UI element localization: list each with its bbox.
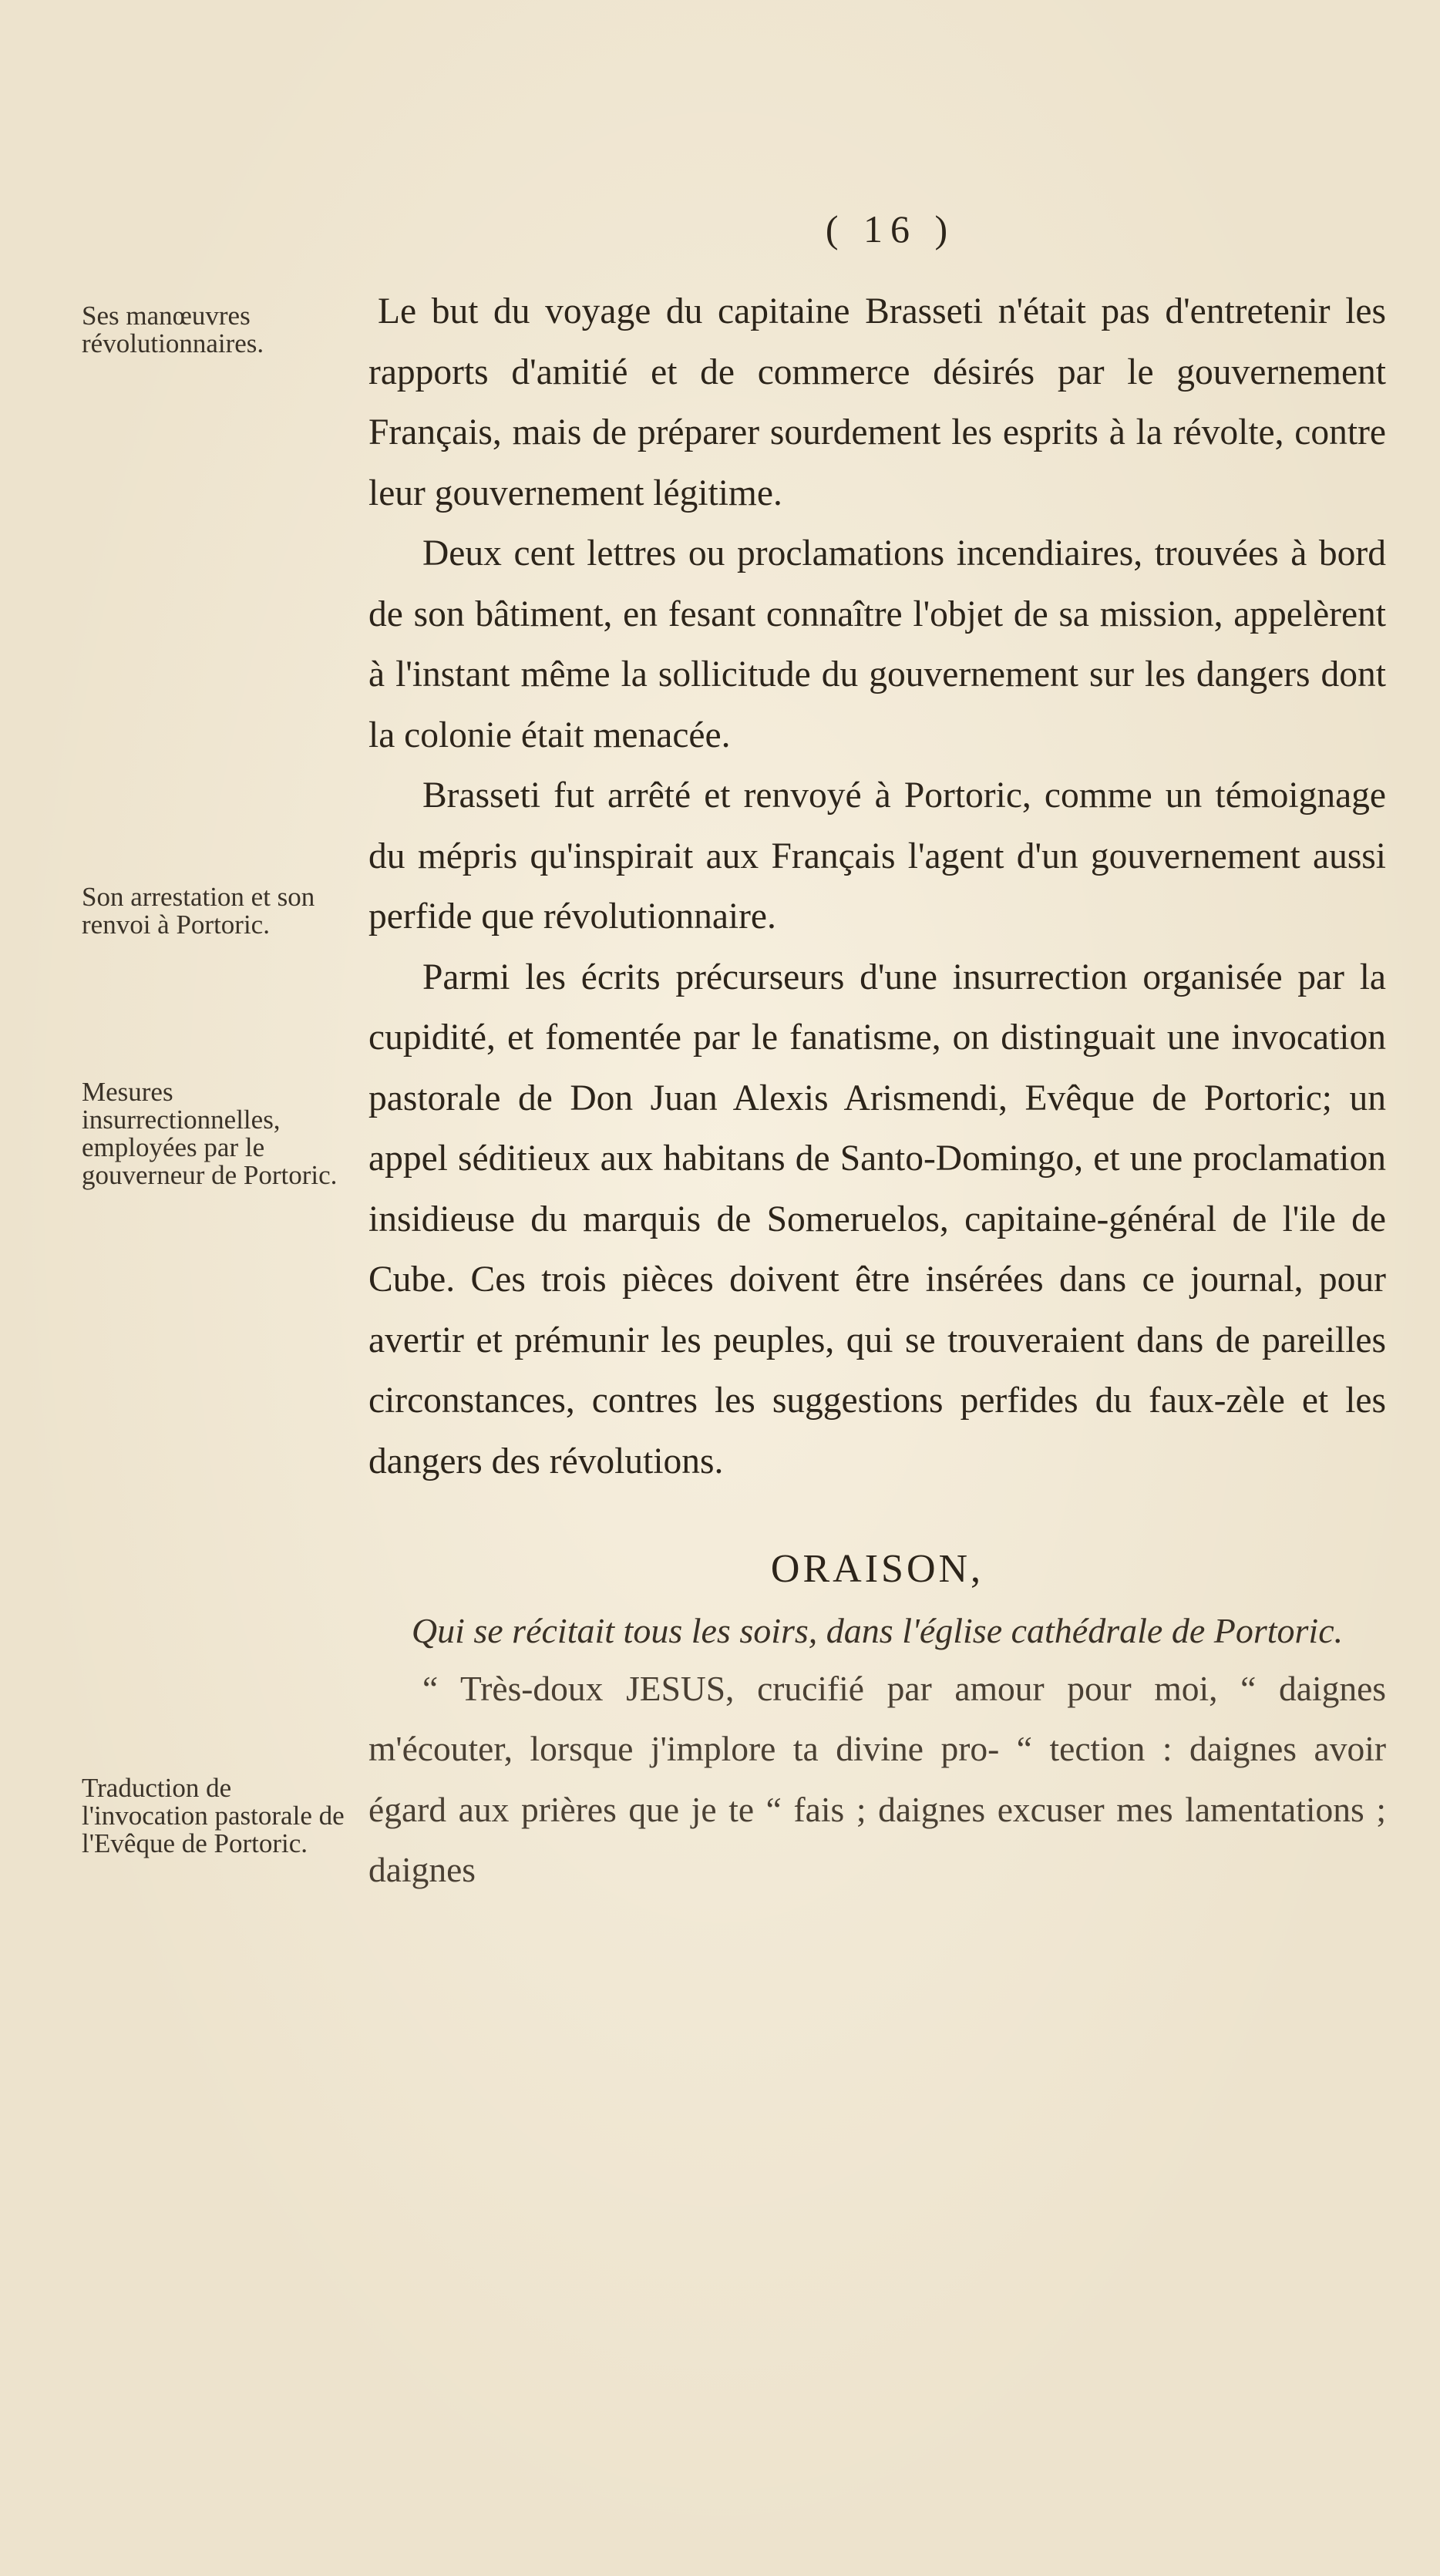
margin-note-insurrection-measures: Mesures insurrectionnelles, employées par le gouverneur de Portoric. (82, 1077, 338, 1190)
margin-note-revolutionary-maneuvers: Ses manœuvres révolutionnaires. (82, 301, 264, 358)
section-subtitle: Qui se récitait tous les soirs, dans l'église cathédrale de Portoric. (411, 1610, 1344, 1650)
main-text-block (368, 281, 1386, 1901)
page-number: ( 16 ) (825, 207, 956, 251)
paragraph-arrest: Brasseti fut arrêté et renvoyé à Portoric, comme un témoignage du mépris qu'inspirait aux Français l'agent d'un gouvernement aussi perfide que révolutionnaire. (368, 775, 1386, 937)
paragraph-writings: Parmi les écrits précurseurs d'une insurrection organisée par la cupidité, et fomentée par le fanatisme, on distinguait une invocation pastorale de Don Juan Alexis Arismendi, Evêque de Portoric; un appel séditieux aux habitans de Santo-Domingo, et une proclamation insidieuse du marquis de Someruelos, capitaine-général de l'ile de Cube. Ces trois pièces doivent être insérées dans ce journal, pour avertir et prémunir les peuples, qui se trouveraient dans de pareilles circonstances, contres les suggestions perfides du faux-zèle et les dangers des révolutions. (368, 957, 1386, 1481)
section-title: ORAISON, (770, 1547, 984, 1591)
prayer-text: “ Très-doux JESUS, crucifié par amour pour moi, “ daignes m'écouter, lorsque j'implore ta divine pro- “ tection : daignes avoir égard aux prières que je te “ fais ; daignes excuser mes lamentations ; daignes (368, 1668, 1386, 1889)
paragraph-letters-found: Deux cent lettres ou proclamations incendiaires, trouvées à bord de son bâtiment, en fesant connaître l'objet de sa mission, appelèrent à l'instant même la sollicitude du gouvernement sur les dangers dont la colonie était menacée. (368, 533, 1386, 755)
paragraph-voyage-purpose: Le but du voyage du capitaine Brasseti n'était pas d'entretenir les rapports d'amitié et de commerce désirés par le gouvernement Français, mais de préparer sourdement les esprits à la révolte, contre leur gouvernement légitime. (368, 291, 1386, 513)
margin-note-translation: Traduction de l'invocation pastorale de l'Evêque de Portoric. (82, 1773, 345, 1858)
margin-note-arrest: Son arrestation et son renvoi à Portoric. (82, 882, 315, 940)
